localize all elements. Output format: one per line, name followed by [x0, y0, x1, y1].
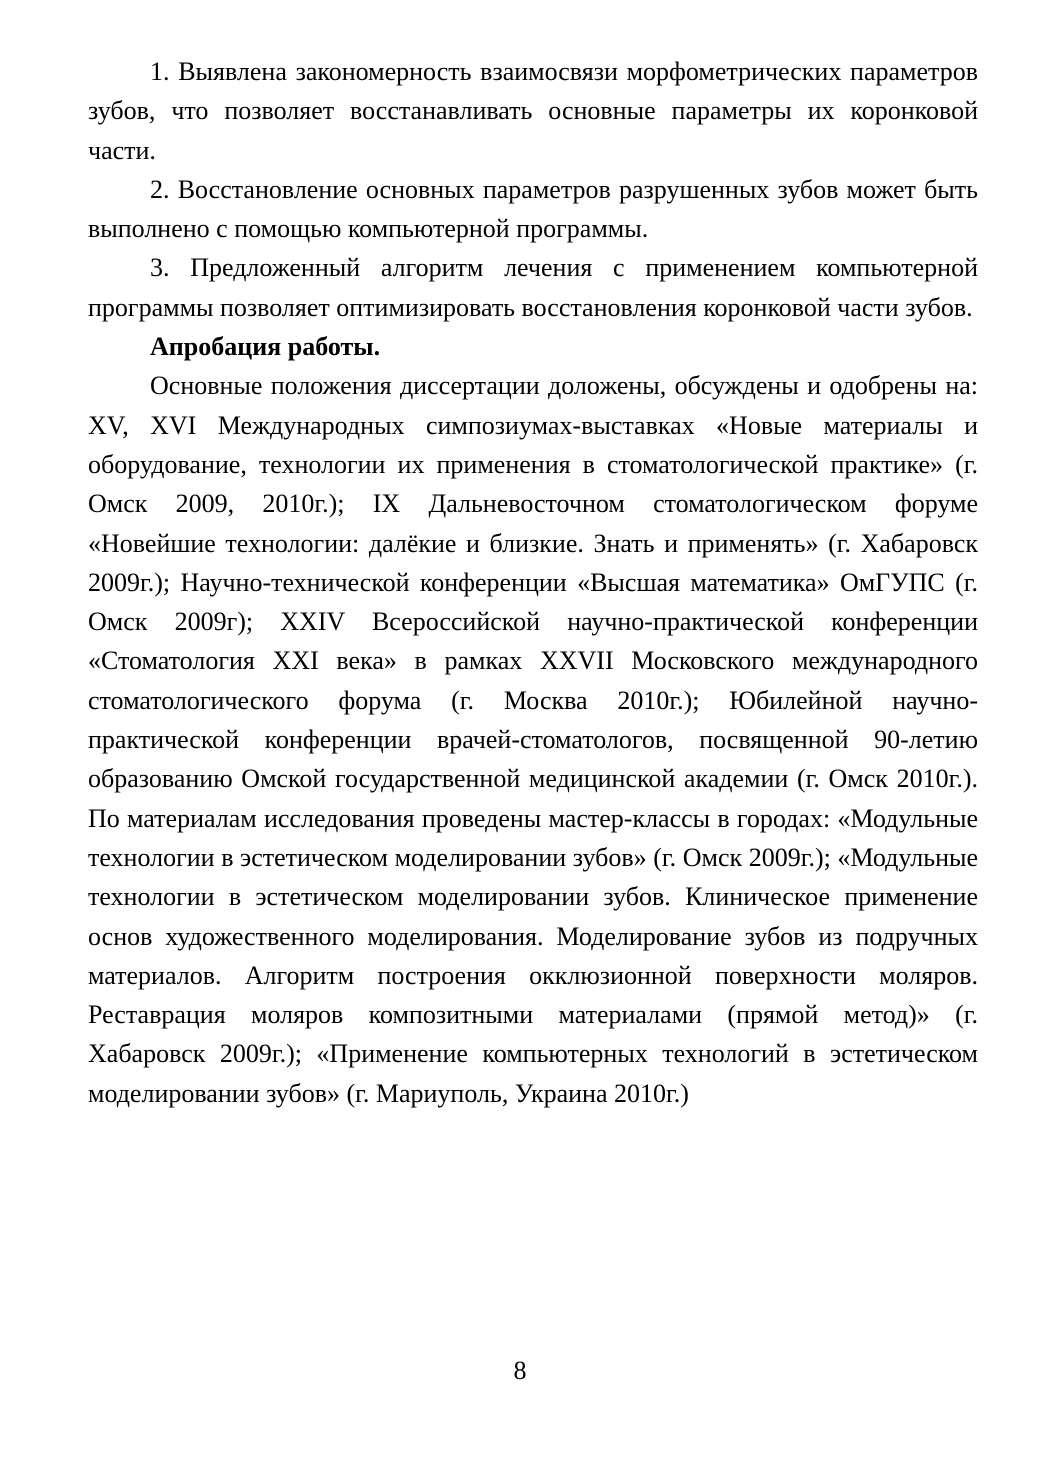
approbation-paragraph: Основные положения диссертации доложены, обсуждены и одобрены на: XV, XVI Международных симпозиумах-выставках «Новые материалы и оборудование, технологии их применения в стоматологической практике» (г. Омск 2009, 2010г.); IX Дальневосточном стоматологическом форуме «Новейшие технологии: далёкие и близкие. Знать и применять» (г. Хабаровск 2009г.); Научно-технической конференции «Высшая математика» ОмГУПС (г. Омск 2009г); XXIV Всероссийской научно-практической конференции «Стоматология XXI века» в рамках XXVII Московского международного стоматологического форума (г. Москва 2010г.); Юбилейной научно-практической конференции врачей-стоматологов, посвященной 90-летию образованию Омской государственной медицинской академии (г. Омск 2010г.). По материалам исследования проведены мастер-классы в городах: «Модульные технологии в эстетическом моделировании зубов» (г. Омск 2009г.); «Модульные технологии в эстетическом моделировании зубов. Клиническое применение основ художественного моделирования. Моделирование зубов из подручных материалов. Алгоритм построения окклюзионной поверхности моляров. Реставрация моляров композитными материалами (прямой метод)» (г. Хабаровск 2009г.); «Применение компьютерных технологий в эстетическом моделировании зубов» (г. Мариуполь, Украина 2010г.) [88, 371, 978, 1108]
conclusion-item-2: 2. Восстановление основных параметров разрушенных зубов может быть выполнено с помощью компьютерной программы. [88, 174, 978, 244]
section-heading: Апробация работы. [150, 332, 381, 362]
conclusion-item-3: 3. Предложенный алгоритм лечения с применением компьютерной программы позволяет оптимизировать восстановления коронковой части зубов. [88, 253, 978, 322]
page-number: 8 [513, 1356, 527, 1385]
conclusion-item-1: 1. Выявлена закономерность взаимосвязи морфометрических параметров зубов, что позволяет восстанавливать основные параметры их коронковой части. [88, 57, 978, 165]
page-body [88, 52, 978, 1113]
